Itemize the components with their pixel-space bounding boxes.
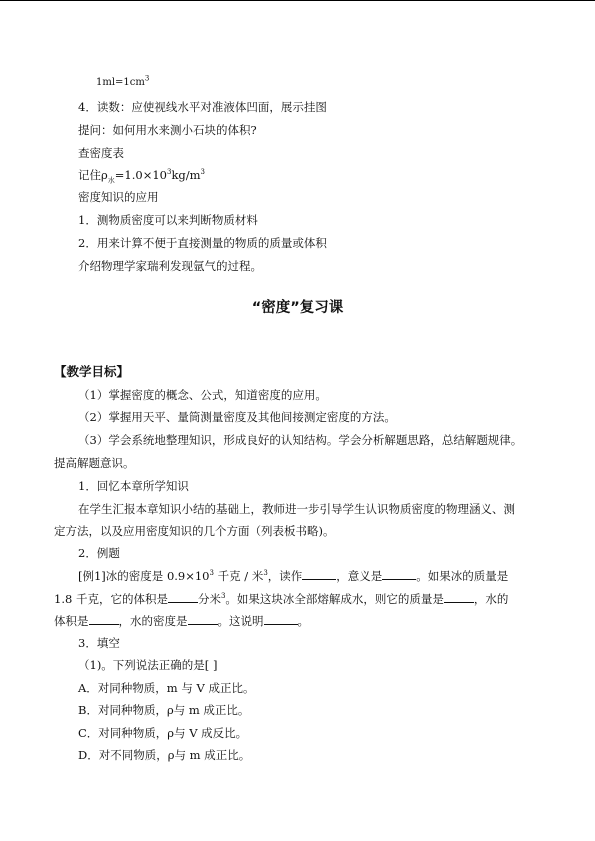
example-text: ，读作	[267, 569, 303, 583]
example-line-2	[54, 591, 508, 606]
objective-3-line-2: 提高解题意识。	[54, 456, 135, 470]
fill-question-1: （1)。下列说法正确的是[ ]	[78, 658, 218, 672]
example-text: 。这说明	[217, 614, 264, 628]
answer-blank	[444, 591, 474, 603]
example-exponent: 3	[209, 569, 214, 578]
teaching-objectives-heading: 【教学目标】	[54, 364, 130, 379]
example-text: 体积是	[54, 614, 89, 628]
example-text: [例1]冰的密度是 0.9×10	[78, 569, 210, 583]
water-density-prefix: 记住ρ	[78, 168, 108, 182]
example-exponent: 3	[220, 592, 226, 601]
example-exponent: 3	[263, 569, 268, 578]
header-rule	[0, 0, 595, 1]
option-b: B．对同种物质，ρ与 m 成正比。	[78, 703, 250, 717]
example-text: 。	[297, 614, 309, 628]
section-1-body-line-2: 定方法，以及应用密度知识的几个方面（列表板书略)。	[54, 524, 335, 538]
option-c: C．对同种物质，ρ与 V 成反比。	[78, 726, 248, 740]
objective-1: （1）掌握密度的概念、公式，知道密度的应用。	[78, 388, 327, 402]
unit-conversion-sup: 3	[144, 74, 150, 83]
water-density-line	[78, 168, 206, 185]
answer-blank	[302, 568, 336, 580]
application-item-1: 1．测物质密度可以来判断物质材料	[78, 213, 258, 227]
answer-blank	[89, 613, 119, 625]
section-1-title: 1．回忆本章所学知识	[78, 479, 189, 493]
argon-discovery-line: 介绍物理学家瑞利发现氩气的过程。	[78, 259, 262, 273]
example-text: ，意义是	[336, 569, 383, 583]
example-text: 。如果这块冰全部熔解成水，则它的质量是	[225, 592, 444, 606]
stone-volume-question: 提问：如何用水来测小石块的体积?	[78, 123, 257, 137]
example-text: 1.8 千克，它的体积是	[54, 592, 168, 606]
example-text: 。如果冰的质量是	[416, 569, 509, 583]
review-lesson-title: “密度”复习课	[251, 300, 344, 316]
unit-conversion-text: 1ml=1cm	[96, 77, 145, 88]
check-density-table: 查密度表	[78, 146, 124, 160]
example-text: 分米	[197, 592, 221, 606]
application-title: 密度知识的应用	[78, 190, 159, 204]
water-subscript: 水	[107, 176, 115, 185]
example-line-3	[54, 613, 309, 628]
objective-2: （2）掌握用天平、量筒测量密度及其他间接测定密度的方法。	[78, 410, 396, 424]
option-d: D．对不同物质，ρ与 m 成正比。	[78, 748, 251, 762]
water-density-unit: kg/m	[171, 168, 201, 182]
answer-blank	[382, 568, 416, 580]
section-1-body-line-1: 在学生汇报本章知识小结的基础上，教师进一步引导学生认识物质密度的物理涵义、测	[78, 502, 515, 516]
water-density-exponent: 3	[166, 168, 172, 177]
answer-blank	[264, 613, 298, 625]
answer-blank	[168, 591, 198, 603]
section-2-title: 2．例题	[78, 546, 120, 560]
example-text: ，水的	[473, 592, 509, 606]
objective-3-line-1: （3）学会系统地整理知识，形成良好的认知结构。学会分析解题思路，总结解题规律。	[78, 433, 523, 447]
option-a: A．对同种物质，m 与 V 成正比。	[78, 681, 255, 695]
water-density-unit-exponent: 3	[200, 168, 206, 177]
reading-step: 4．读数：应使视线水平对准液体凹面，展示挂图	[78, 100, 327, 114]
example-line-1	[78, 568, 508, 583]
water-density-value: =1.0×10	[114, 168, 167, 182]
application-item-2: 2．用来计算不便于直接测量的物质的质量或体积	[78, 236, 327, 250]
answer-blank	[188, 613, 218, 625]
example-text: ，水的密度是	[118, 614, 188, 628]
unit-conversion-line	[96, 76, 149, 90]
section-3-title: 3．填空	[78, 636, 120, 650]
example-text: 千克 / 米	[213, 569, 264, 583]
